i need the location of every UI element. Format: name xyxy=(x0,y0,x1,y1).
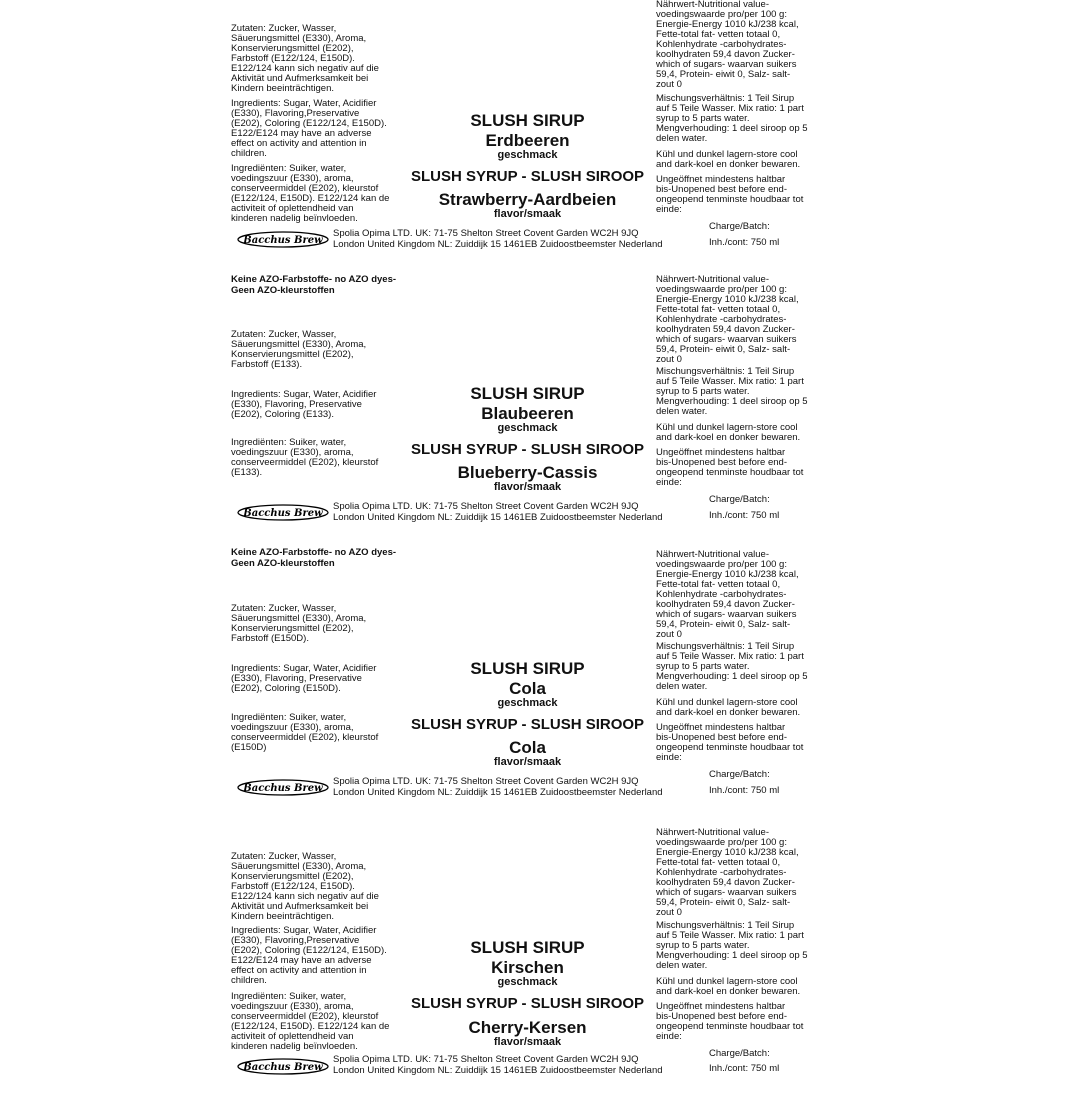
nutrition-info: Nährwert-Nutritional value- voedingswaarde pro/per 100 g: Energie-Energy 1010 kJ/238 kcal, Fette-total fat- vetten totaal 0, Kohlenhydrate -carbohydrates- koolhydraten 59,4 davon Zucker- which of sugars- waarvan suikers 59,4, Protein- eiwit 0, Salz- salt- zout 0 xyxy=(656,549,799,640)
logo-text: Bacchus Brew xyxy=(243,235,323,246)
mixing-info: Mischungsverhältnis: 1 Teil Sirup auf 5 Teile Wasser. Mix ratio: 1 part syrup to 5 parts water. Mengverhouding: 1 deel siroop op 5 delen water. xyxy=(656,366,808,417)
ingredients-nl: Ingrediënten: Suiker, water, voedingszuur (E330), aroma, conserveermiddel (E202), kleurstof (E133). xyxy=(231,437,379,478)
address-line-2: London United Kingdom NL: Zuiddijk 15 1461EB Zuidoostbeemster Nederland xyxy=(333,238,663,250)
storage-info: Kühl und dunkel lagern-store cool and dark-koel en donker bewaren. xyxy=(656,976,801,997)
azo-free-notice: Keine AZO-Farbstoffe- no AZO dyes- Geen AZO-kleurstoffen xyxy=(231,547,397,569)
best-before-info: Ungeöffnet mindestens haltbar bis-Unopened best before end- ongeopend tenminste houdbaar tot einde: xyxy=(656,722,804,763)
address xyxy=(333,229,713,250)
ingredients-de: Zutaten: Zucker, Wasser, Säuerungsmittel (E330), Aroma, Konservierungsmittel (E202), Farbstoff (E122/124, E150D). E122/124 kann sich negativ auf die Aktivität und Aufmerksamkeit bei Kindern beeinträchtigen. xyxy=(231,851,379,922)
logo-text: Bacchus Brew xyxy=(243,508,323,519)
storage-info: Kühl und dunkel lagern-store cool and dark-koel en donker bewaren. xyxy=(656,422,801,443)
address-line-1: Spolia Opima LTD. UK: 71-75 Shelton Street Covent Garden WC2H 9JQ xyxy=(333,776,639,787)
content-volume: Inh./cont: 750 ml xyxy=(709,1063,780,1074)
label-cola xyxy=(0,548,1080,823)
ingredients-nl: Ingrediënten: Suiker, water, voedingszuur (E330), aroma, conserveermiddel (E202), kleurstof (E122/124, E150D). E122/124 kan de activiteit of oplettendheid van kinderen nadelig beïnvloeden. xyxy=(231,163,390,224)
ingredients-de: Zutaten: Zucker, Wasser, Säuerungsmittel (E330), Aroma, Konservierungsmittel (E202), Farbstoff (E133). xyxy=(231,329,367,370)
label-strawberry xyxy=(0,0,1080,275)
ingredients-en: Ingredients: Sugar, Water, Acidifier (E330), Flavoring,Preservative (E202), Coloring (E122/124, E150D). E122/E124 may have an adverse effect on activity and attention in children. xyxy=(231,925,387,986)
ingredients-de: Zutaten: Zucker, Wasser, Säuerungsmittel (E330), Aroma, Konservierungsmittel (E202), Farbstoff (E150D). xyxy=(231,603,367,644)
flavor-en: Cherry-Kersen xyxy=(468,1018,587,1037)
logo-text: Bacchus Brew xyxy=(243,1062,323,1073)
bacchus-brew-logo xyxy=(237,504,329,521)
flavor-smaak-label: flavor/smaak xyxy=(493,481,562,493)
flavor-de: Blaubeeren xyxy=(481,404,574,423)
content-volume: Inh./cont: 750 ml xyxy=(709,510,780,521)
address-line-2: London United Kingdom NL: Zuiddijk 15 1461EB Zuidoostbeemster Nederland xyxy=(333,1064,663,1076)
charge-batch: Charge/Batch: xyxy=(709,1048,770,1059)
title-de: SLUSH SIRUP xyxy=(470,111,585,130)
charge-batch: Charge/Batch: xyxy=(709,769,770,780)
azo-free-notice: Keine AZO-Farbstoffe- no AZO dyes- Geen AZO-kleurstoffen xyxy=(231,274,397,296)
flavor-en: Strawberry-Aardbeien xyxy=(438,190,617,209)
address-line-2: London United Kingdom NL: Zuiddijk 15 1461EB Zuidoostbeemster Nederland xyxy=(333,511,663,523)
storage-info: Kühl und dunkel lagern-store cool and dark-koel en donker bewaren. xyxy=(656,149,801,170)
address xyxy=(333,502,713,523)
address-line-2: London United Kingdom NL: Zuiddijk 15 1461EB Zuidoostbeemster Nederland xyxy=(333,786,663,798)
charge-batch: Charge/Batch: xyxy=(709,221,770,232)
ingredients-nl: Ingrediënten: Suiker, water, voedingszuur (E330), aroma, conserveermiddel (E202), kleurstof (E150D) xyxy=(231,712,379,753)
flavor-de: Cola xyxy=(509,679,546,698)
flavor-smaak-label: flavor/smaak xyxy=(493,1036,562,1048)
nutrition-info: Nährwert-Nutritional value- voedingswaarde pro/per 100 g: Energie-Energy 1010 kJ/238 kcal, Fette-total fat- vetten totaal 0, Kohlenhydrate -carbohydrates- koolhydraten 59,4 davon Zucker- which of sugars- waarvan suikers 59,4, Protein- eiwit 0, Salz- salt- zout 0 xyxy=(656,0,799,90)
mixing-info: Mischungsverhältnis: 1 Teil Sirup auf 5 Teile Wasser. Mix ratio: 1 part syrup to 5 parts water. Mengverhouding: 1 deel siroop op 5 delen water. xyxy=(656,920,808,971)
title-multi: SLUSH SYRUP - SLUSH SIROOP xyxy=(410,995,645,1012)
ingredients-de: Zutaten: Zucker, Wasser, Säuerungsmittel (E330), Aroma, Konservierungsmittel (E202), Farbstoff (E122/124, E150D). E122/124 kann sich negativ auf die Aktivität und Aufmerksamkeit bei Kindern beeinträchtigen. xyxy=(231,23,379,94)
ingredients-nl: Ingrediënten: Suiker, water, voedingszuur (E330), aroma, conserveermiddel (E202), kleurstof (E122/124, E150D). E122/124 kan de activiteit of oplettendheid van kinderen nadelig beïnvloeden. xyxy=(231,991,390,1052)
address-line-1: Spolia Opima LTD. UK: 71-75 Shelton Street Covent Garden WC2H 9JQ xyxy=(333,228,639,239)
address-line-1: Spolia Opima LTD. UK: 71-75 Shelton Street Covent Garden WC2H 9JQ xyxy=(333,501,639,512)
title-de: SLUSH SIRUP xyxy=(470,384,585,403)
nutrition-info: Nährwert-Nutritional value- voedingswaarde pro/per 100 g: Energie-Energy 1010 kJ/238 kcal, Fette-total fat- vetten totaal 0, Kohlenhydrate -carbohydrates- koolhydraten 59,4 davon Zucker- which of sugars- waarvan suikers 59,4, Protein- eiwit 0, Salz- salt- zout 0 xyxy=(656,274,799,365)
logo-text: Bacchus Brew xyxy=(243,783,323,794)
flavor-en: Cola xyxy=(509,738,546,757)
mixing-info: Mischungsverhältnis: 1 Teil Sirup auf 5 Teile Wasser. Mix ratio: 1 part syrup to 5 parts water. Mengverhouding: 1 deel siroop op 5 delen water. xyxy=(656,641,808,692)
flavor-smaak-label: flavor/smaak xyxy=(493,208,562,220)
title-multi: SLUSH SYRUP - SLUSH SIROOP xyxy=(410,441,645,458)
ingredients-en: Ingredients: Sugar, Water, Acidifier (E330), Flavoring,Preservative (E202), Coloring (E122/124, E150D). E122/E124 may have an adverse effect on activity and attention in children. xyxy=(231,98,387,159)
bacchus-brew-logo xyxy=(237,231,329,248)
geschmack-label: geschmack xyxy=(497,697,558,709)
label-cherry xyxy=(0,826,1080,1101)
ingredients-en: Ingredients: Sugar, Water, Acidifier (E330), Flavoring, Preservative (E202), Coloring (E150D). xyxy=(231,663,377,694)
bacchus-brew-logo xyxy=(237,1058,329,1075)
title-de: SLUSH SIRUP xyxy=(470,938,585,957)
flavor-smaak-label: flavor/smaak xyxy=(493,756,562,768)
flavor-en: Blueberry-Cassis xyxy=(457,463,598,482)
best-before-info: Ungeöffnet mindestens haltbar bis-Unopened best before end- ongeopend tenminste houdbaar tot einde: xyxy=(656,447,804,488)
label-blueberry xyxy=(0,273,1080,548)
flavor-de: Erdbeeren xyxy=(485,131,570,150)
address xyxy=(333,1055,713,1076)
title-multi: SLUSH SYRUP - SLUSH SIROOP xyxy=(410,168,645,185)
title-de: SLUSH SIRUP xyxy=(470,659,585,678)
content-volume: Inh./cont: 750 ml xyxy=(709,237,780,248)
geschmack-label: geschmack xyxy=(497,976,558,988)
best-before-info: Ungeöffnet mindestens haltbar bis-Unopened best before end- ongeopend tenminste houdbaar tot einde: xyxy=(656,1001,804,1042)
storage-info: Kühl und dunkel lagern-store cool and dark-koel en donker bewaren. xyxy=(656,697,801,718)
address xyxy=(333,777,713,798)
title-multi: SLUSH SYRUP - SLUSH SIROOP xyxy=(410,716,645,733)
best-before-info: Ungeöffnet mindestens haltbar bis-Unopened best before end- ongeopend tenminste houdbaar tot einde: xyxy=(656,174,804,215)
bacchus-brew-logo xyxy=(237,779,329,796)
mixing-info: Mischungsverhältnis: 1 Teil Sirup auf 5 Teile Wasser. Mix ratio: 1 part syrup to 5 parts water. Mengverhouding: 1 deel siroop op 5 delen water. xyxy=(656,93,808,144)
geschmack-label: geschmack xyxy=(497,149,558,161)
charge-batch: Charge/Batch: xyxy=(709,494,770,505)
content-volume: Inh./cont: 750 ml xyxy=(709,785,780,796)
address-line-1: Spolia Opima LTD. UK: 71-75 Shelton Street Covent Garden WC2H 9JQ xyxy=(333,1054,639,1065)
geschmack-label: geschmack xyxy=(497,422,558,434)
nutrition-info: Nährwert-Nutritional value- voedingswaarde pro/per 100 g: Energie-Energy 1010 kJ/238 kcal, Fette-total fat- vetten totaal 0, Kohlenhydrate -carbohydrates- koolhydraten 59,4 davon Zucker- which of sugars- waarvan suikers 59,4, Protein- eiwit 0, Salz- salt- zout 0 xyxy=(656,827,799,918)
flavor-de: Kirschen xyxy=(491,958,564,977)
ingredients-en: Ingredients: Sugar, Water, Acidifier (E330), Flavoring, Preservative (E202), Coloring (E133). xyxy=(231,389,377,420)
